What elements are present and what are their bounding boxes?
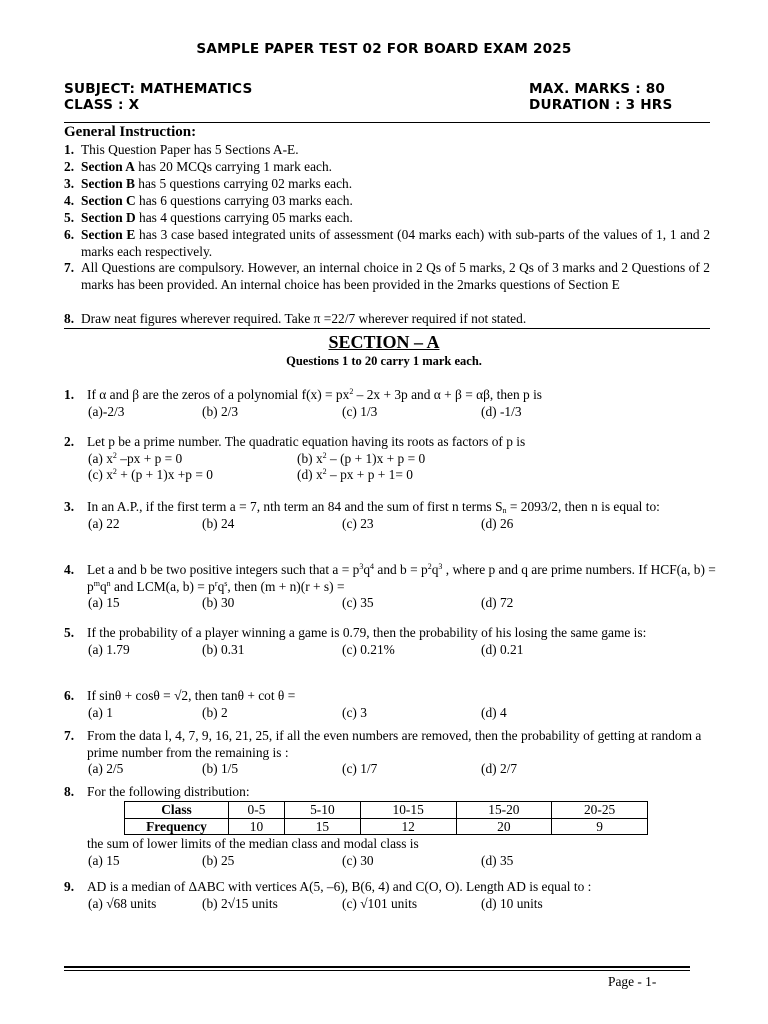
option-a: (a) 1 [88,704,113,720]
option-b: (b) 24 [202,515,235,531]
instruction-text: Section D has 4 questions carrying 05 marks each. [81,210,353,225]
option-c: (c) 1/3 [342,403,378,419]
option-b: (b) 2 [202,704,228,720]
paper-title: SAMPLE PAPER TEST 02 FOR BOARD EXAM 2025 [196,41,572,57]
question-text: If the probability of a player winning a game is 0.79, then the probability of his losing the same game is: [87,625,647,640]
instruction-number: 4. [64,193,75,208]
instruction-number: 7. [64,260,75,275]
question-number: 6. [64,688,75,703]
question-8-continued [87,836,716,869]
distribution-table [124,801,648,835]
footer-rule-top [64,966,690,968]
options-row [87,761,716,778]
question-7 [87,728,716,778]
option-c: (c) 35 [342,595,374,610]
table-header-cell: Class [125,802,229,819]
option-d: (d) 10 units [481,895,543,911]
instruction-number: 5. [64,210,75,225]
question-9 [87,879,728,912]
subject-label: SUBJECT: MATHEMATICS [64,81,253,97]
options-row [87,451,716,468]
table-row [125,818,648,835]
option-a: (a)-2/3 [88,403,125,419]
question-number: 1. [64,387,75,402]
question-text: Let p be a prime number. The quadratic equation having its roots as factors of p is [87,434,526,449]
question-2 [87,434,716,484]
table-cell: 20 [456,818,552,835]
option-d: (d) $x^2$ – px + p + 1= 0 [297,467,413,482]
question-text: AD is a median of ΔABC with vertices A(5, –6), B(6, 4) and C(O, O). Length AD is equal to : [87,879,592,894]
section-subtitle: Questions 1 to 20 carry 1 mark each. [286,354,482,368]
instruction-number: 3. [64,176,75,191]
option-b: (b) 0.31 [202,641,245,657]
options-row [87,467,716,484]
question-number: 8. [64,784,75,799]
option-a: (a) 15 [88,595,120,610]
options-row [87,705,716,722]
question-1 [87,387,716,420]
option-d: (d) 72 [481,595,514,610]
instruction-number: 1. [64,142,75,157]
option-a: (a) $x^2$ –px + p = 0 [88,450,183,466]
option-d: (d) 4 [481,704,507,720]
option-b: (b) $x^2 - (p + 1)x + p = 0$ [297,450,426,466]
option-c: (c) 1/7 [342,761,378,776]
option-a: (a) 22 [88,515,120,531]
question-text: In an A.P., if the first term a = 7, nth term an 84 and the sum of first n terms $S_n = 2093/2$, then n is equal to: [87,499,660,515]
option-a: (a) 15 [88,852,120,868]
question-text: the sum of lower limits of the median class and modal class is [87,836,419,851]
options-row [87,853,716,870]
instruction-text: Section E has 3 case based integrated units of assessment (04 marks each) with sub-parts of the values of 1, 1 and 2 marks each respectively. [81,227,711,259]
table-cell: 15-20 [456,802,552,819]
option-a: (a) √68 units [88,895,157,911]
question-number: 9. [64,879,75,894]
option-d: (d) -1/3 [481,403,522,419]
class-label: CLASS : X [64,97,140,113]
option-a: (a) 2/5 [88,761,124,776]
question-8 [87,784,716,801]
table-cell: 12 [360,818,456,835]
instruction-text: This Question Paper has 5 Sections A-E. [81,142,299,157]
option-b: (b) 1/5 [202,761,239,776]
option-b: (b) 25 [202,852,235,868]
max-marks-label: MAX. MARKS : 80 [529,81,666,97]
question-number: 3. [64,499,75,514]
duration-label: DURATION : 3 HRS [529,97,673,113]
question-4 [87,562,716,612]
option-b: (b) 30 [202,595,235,610]
options-row [87,404,716,421]
option-c: (c) √101 units [342,895,418,911]
instruction-text: Draw neat figures wherever required. Take π =22/7 wherever required if not stated. [81,311,527,326]
option-d: (d) 35 [481,852,514,868]
table-cell: 0-5 [229,802,285,819]
instruction-number: 2. [64,159,75,174]
option-b: (b) 2√15 units [202,895,278,911]
question-text: For the following distribution: [87,784,250,799]
option-b: (b) 2/3 [202,403,239,419]
option-c: (c) 30 [342,852,374,868]
question-text: From the data l, 4, 7, 9, 16, 21, 25, if all the even numbers are removed, then the probability of getting at random a prime number from the remaining is : [87,728,702,760]
question-5 [87,625,716,658]
footer-rule-bottom [64,970,690,971]
question-3 [87,499,716,532]
header-divider [64,122,710,123]
table-cell: 5-10 [284,802,360,819]
question-number: 4. [64,562,75,577]
instruction-text: Section A has 20 MCQs carrying 1 mark each. [81,159,333,174]
instruction-text: Section C has 6 questions carrying 03 marks each. [81,193,353,208]
instructions-divider [64,328,710,329]
instruction-text: Section B has 5 questions carrying 02 marks each. [81,176,353,191]
table-cell: 10-15 [360,802,456,819]
option-c: (c) 0.21% [342,641,395,657]
question-text: If α and β are the zeros of a polynomial $f(x) = px^2 - 2x + 3p$ and α + β = αβ, then p is [87,387,543,402]
table-cell: 15 [284,818,360,835]
instruction-number: 8. [64,311,75,326]
option-d: (d) 2/7 [481,761,518,776]
options-row [87,516,716,533]
section-title: SECTION – A [328,332,440,352]
option-c: (c) 3 [342,704,367,720]
option-d: (d) 26 [481,515,514,531]
options-row [87,642,716,659]
options-row [87,896,728,913]
question-number: 5. [64,625,75,640]
option-c: (c) 23 [342,515,374,531]
question-number: 2. [64,434,75,449]
instruction-number: 6. [64,227,75,242]
question-6 [87,688,716,721]
instruction-text: All Questions are compulsory. However, an internal choice in 2 Qs of 5 marks, 2 Qs of 3 marks and 2 Questions of 2 marks has been provided. An internal choice has been provided in the 2marks questions of Section E [81,260,710,292]
question-number: 7. [64,728,75,743]
option-d: (d) 0.21 [481,641,524,657]
instructions-heading: General Instruction: [64,124,197,140]
option-a: (a) 1.79 [88,641,130,657]
table-header-cell: Frequency [125,818,229,835]
table-cell: 10 [229,818,285,835]
table-cell: 9 [552,818,648,835]
question-text: If sinθ + cosθ = √2, then tanθ + cot θ = [87,688,296,703]
table-cell: 20-25 [552,802,648,819]
page-number: Page - 1- [608,974,657,989]
option-c: (c) $x^2 + (p + 1)x +p = 0$ [88,467,213,482]
options-row [87,595,716,612]
table-row [125,802,648,819]
question-text: Let a and b be two positive integers such that $a = p^3q^4$ and $b = p^2q^3$ , where p and q are prime numbers. If HCF(a, $b) = p^mq^n$ and LCM(a, $b) = p^rq^s$, then (m + n)(r + s) = [87,562,716,594]
